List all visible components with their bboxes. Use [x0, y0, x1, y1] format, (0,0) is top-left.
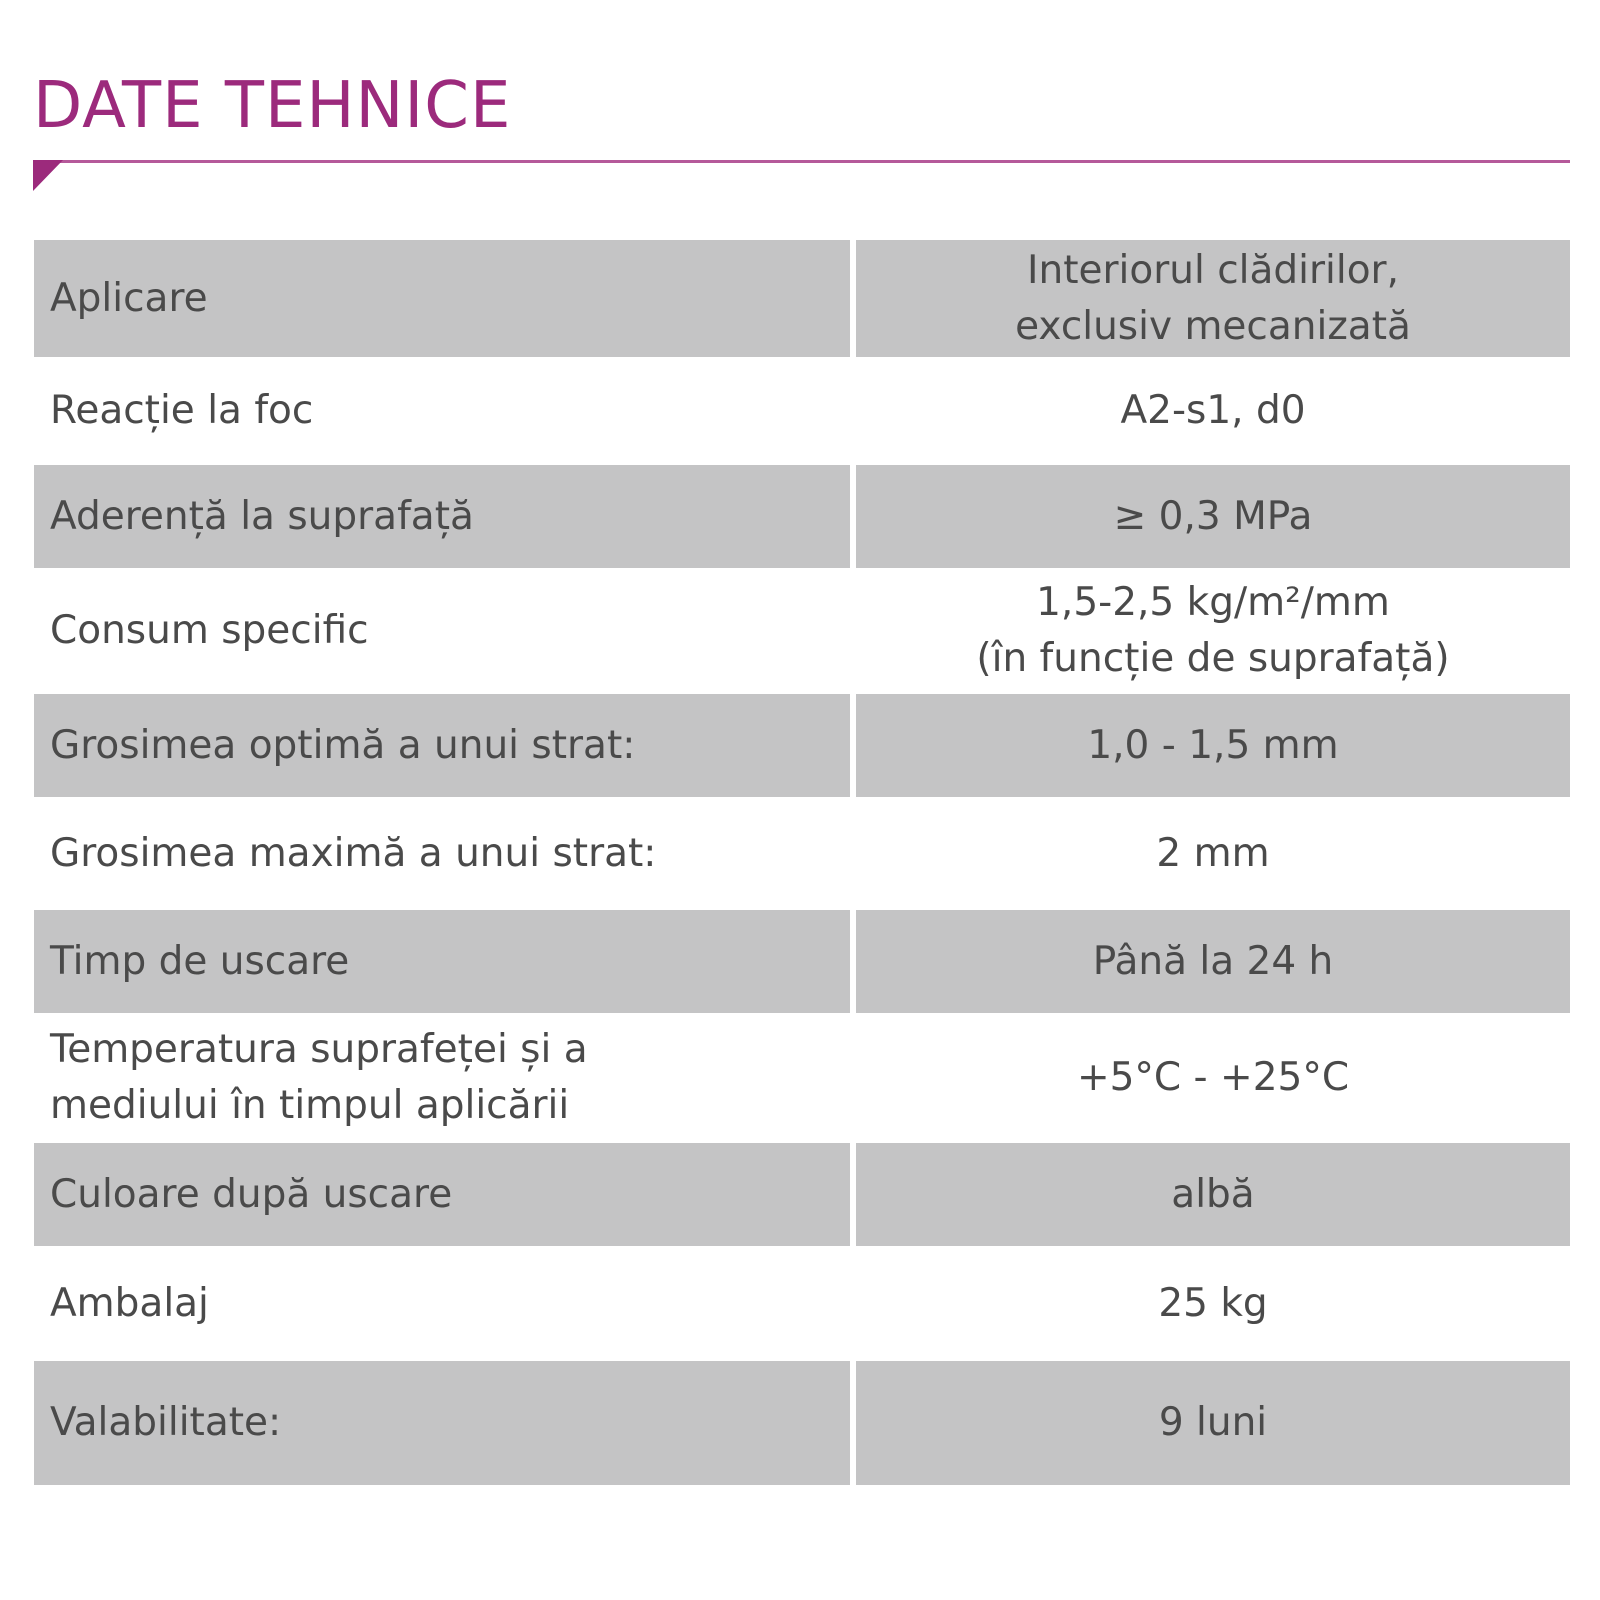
spec-label — [34, 1246, 856, 1361]
spec-label — [34, 568, 856, 694]
table-row — [34, 1361, 1570, 1485]
spec-label — [34, 1143, 856, 1246]
spec-value-text: Până la 24 h — [1092, 938, 1334, 984]
spec-value — [856, 1246, 1570, 1361]
spec-value-text: +5°C - +25°C — [1076, 1055, 1350, 1100]
spec-value — [856, 797, 1570, 910]
divider-corner-marker — [33, 160, 63, 191]
table-row — [34, 357, 1570, 465]
spec-label-text: Ambalaj — [50, 1280, 209, 1326]
table-row — [34, 1143, 1570, 1246]
spec-label-text: Consum specific — [50, 608, 369, 653]
spec-label-line: Temperatura suprafeței și a — [50, 1027, 588, 1072]
spec-label-text: Reacție la foc — [50, 388, 314, 433]
spec-value-text: 9 luni — [1158, 1400, 1268, 1445]
spec-label — [34, 465, 856, 568]
spec-value — [856, 910, 1570, 1013]
table-row — [34, 568, 1570, 694]
spec-label — [34, 1013, 856, 1143]
technical-data-table — [34, 240, 1570, 1485]
spec-label-text: Valabilitate: — [50, 1400, 282, 1445]
spec-value-text: A2-s1, d0 — [1120, 388, 1306, 433]
spec-value — [856, 1013, 1570, 1143]
spec-value — [856, 568, 1570, 694]
spec-label-text: Aplicare — [50, 275, 208, 321]
spec-value-line: (în funcție de suprafață) — [976, 636, 1450, 681]
spec-label — [34, 357, 856, 465]
spec-label-text: Culoare după uscare — [50, 1171, 453, 1217]
spec-label-text: Grosimea maximă a unui strat: — [50, 830, 657, 876]
spec-value — [856, 465, 1570, 568]
spec-value — [856, 1143, 1570, 1246]
spec-label — [34, 910, 856, 1013]
spec-value-text: 2 mm — [1156, 830, 1270, 876]
spec-value — [856, 1361, 1570, 1485]
spec-label-text: Aderență la suprafață — [50, 493, 474, 539]
spec-value — [856, 240, 1570, 357]
table-row — [34, 1013, 1570, 1143]
spec-label-text: Timp de uscare — [50, 938, 350, 984]
table-row — [34, 797, 1570, 910]
page-title: DATE TEHNICE — [33, 69, 512, 143]
table-row — [34, 694, 1570, 797]
spec-label — [34, 694, 856, 797]
spec-value — [856, 694, 1570, 797]
table-row — [34, 240, 1570, 357]
spec-value-line: exclusiv mecanizată — [1015, 303, 1411, 349]
table-row — [34, 1246, 1570, 1361]
spec-label-text: Grosimea optimă a unui strat: — [50, 722, 636, 768]
spec-value — [856, 357, 1570, 465]
table-row — [34, 910, 1570, 1013]
spec-value-line: Interiorul clădirilor, — [1027, 247, 1399, 293]
spec-label — [34, 1361, 856, 1485]
spec-label — [34, 240, 856, 357]
spec-value-text: 25 kg — [1158, 1280, 1268, 1326]
spec-value-text: albă — [1171, 1171, 1255, 1217]
title-divider — [33, 160, 1570, 163]
table-row — [34, 465, 1570, 568]
spec-label-line: mediului în timpul aplicării — [50, 1083, 570, 1128]
spec-value-text: ≥ 0,3 MPa — [1113, 493, 1313, 539]
spec-label — [34, 797, 856, 910]
spec-value-line: 1,5-2,5 kg/m²/mm — [1036, 580, 1390, 625]
spec-value-text: 1,0 - 1,5 mm — [1087, 722, 1339, 768]
